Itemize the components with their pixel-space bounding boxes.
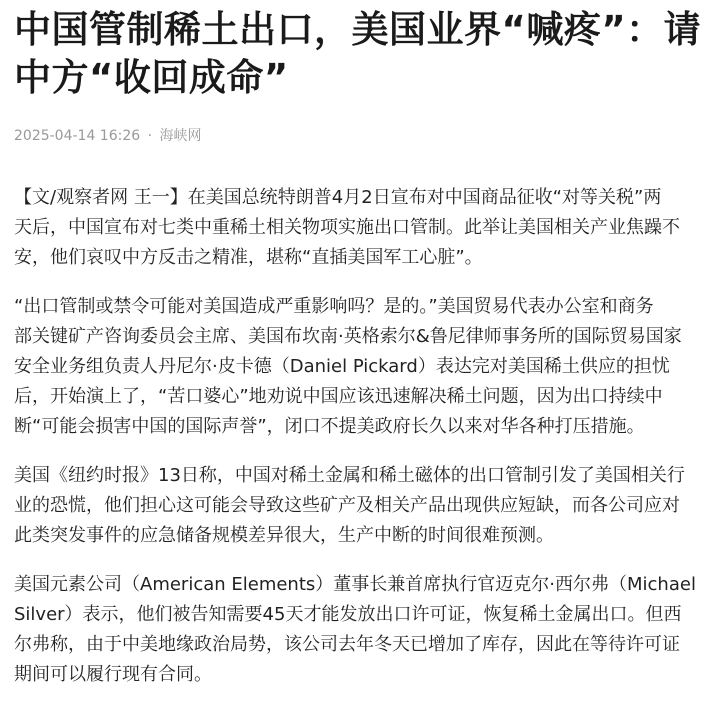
- meta-separator: ·: [147, 128, 153, 144]
- paragraph-line: 期间可以履行现有合同。: [14, 664, 212, 685]
- paragraph-1: [14, 183, 700, 273]
- publish-date: 2025-04-14 16:26: [14, 128, 141, 144]
- paragraph-line: Silver）表示，他们被告知需要45天才能发放出口许可证，恢复稀土金属出口。但西: [14, 604, 682, 625]
- paragraph-4: [14, 570, 700, 690]
- paragraph-line: 美国《纽约时报》13日称，中国对稀土金属和稀土磁体的出口管制引发了美国相关行: [14, 465, 685, 486]
- paragraph-line: 断“可能会损害中国的国际声誉”，闭口不提美政府长久以来对华各种打压措施。: [14, 416, 645, 437]
- article-body: [14, 183, 700, 690]
- paragraph-line: 部关键矿产咨询委员会主席、美国布坎南·英格索尔&鲁尼律师事务所的国际贸易国家: [14, 326, 682, 347]
- paragraph-line: 安全业务组负责人丹尼尔·皮卡德（Daniel Pickard）表达完对美国稀土供应的担忧: [14, 356, 670, 377]
- paragraph-line: 此类突发事件的应急储备规模差异很大，生产中断的时间很难预测。: [14, 525, 554, 546]
- paragraph-line: 美国元素公司（American Elements）董事长兼首席执行官迈克尔·西尔弗（Michael: [14, 574, 696, 595]
- paragraph-3: [14, 461, 700, 551]
- paragraph-line: 业的恐慌，他们担心这可能会导致这些矿产及相关产品出现供应短缺，而各公司应对: [14, 495, 680, 516]
- source-name[interactable]: 海峡网: [159, 128, 202, 144]
- paragraph-line: 天后，中国宣布对七类中重稀土相关物项实施出口管制。此举让美国相关产业焦躁不: [14, 217, 680, 238]
- article-title: [14, 6, 700, 102]
- paragraph-2: [14, 292, 700, 442]
- paragraph-line: “出口管制或禁令可能对美国造成严重影响吗？是的。”美国贸易代表办公室和商务: [14, 296, 654, 317]
- title-line: 中方“收回成命”: [14, 56, 289, 99]
- article-meta: [14, 127, 700, 145]
- paragraph-line: 【文/观察者网 王一】在美国总统特朗普4月2日宣布对中国商品征收“对等关税”两: [14, 187, 662, 208]
- paragraph-line: 安，他们哀叹中方反击之精准，堪称“直插美国军工心脏”。: [14, 247, 483, 268]
- title-line: 中国管制稀土出口，美国业界“喊疼”：请: [14, 8, 702, 51]
- paragraph-line: 后，开始演上了，“苦口婆心”地劝说中国应该迅速解决稀土问题，因为出口持续中: [14, 386, 663, 407]
- paragraph-line: 尔弗称，由于中美地缘政治局势，该公司去年冬天已增加了库存，因此在等待许可证: [14, 634, 680, 655]
